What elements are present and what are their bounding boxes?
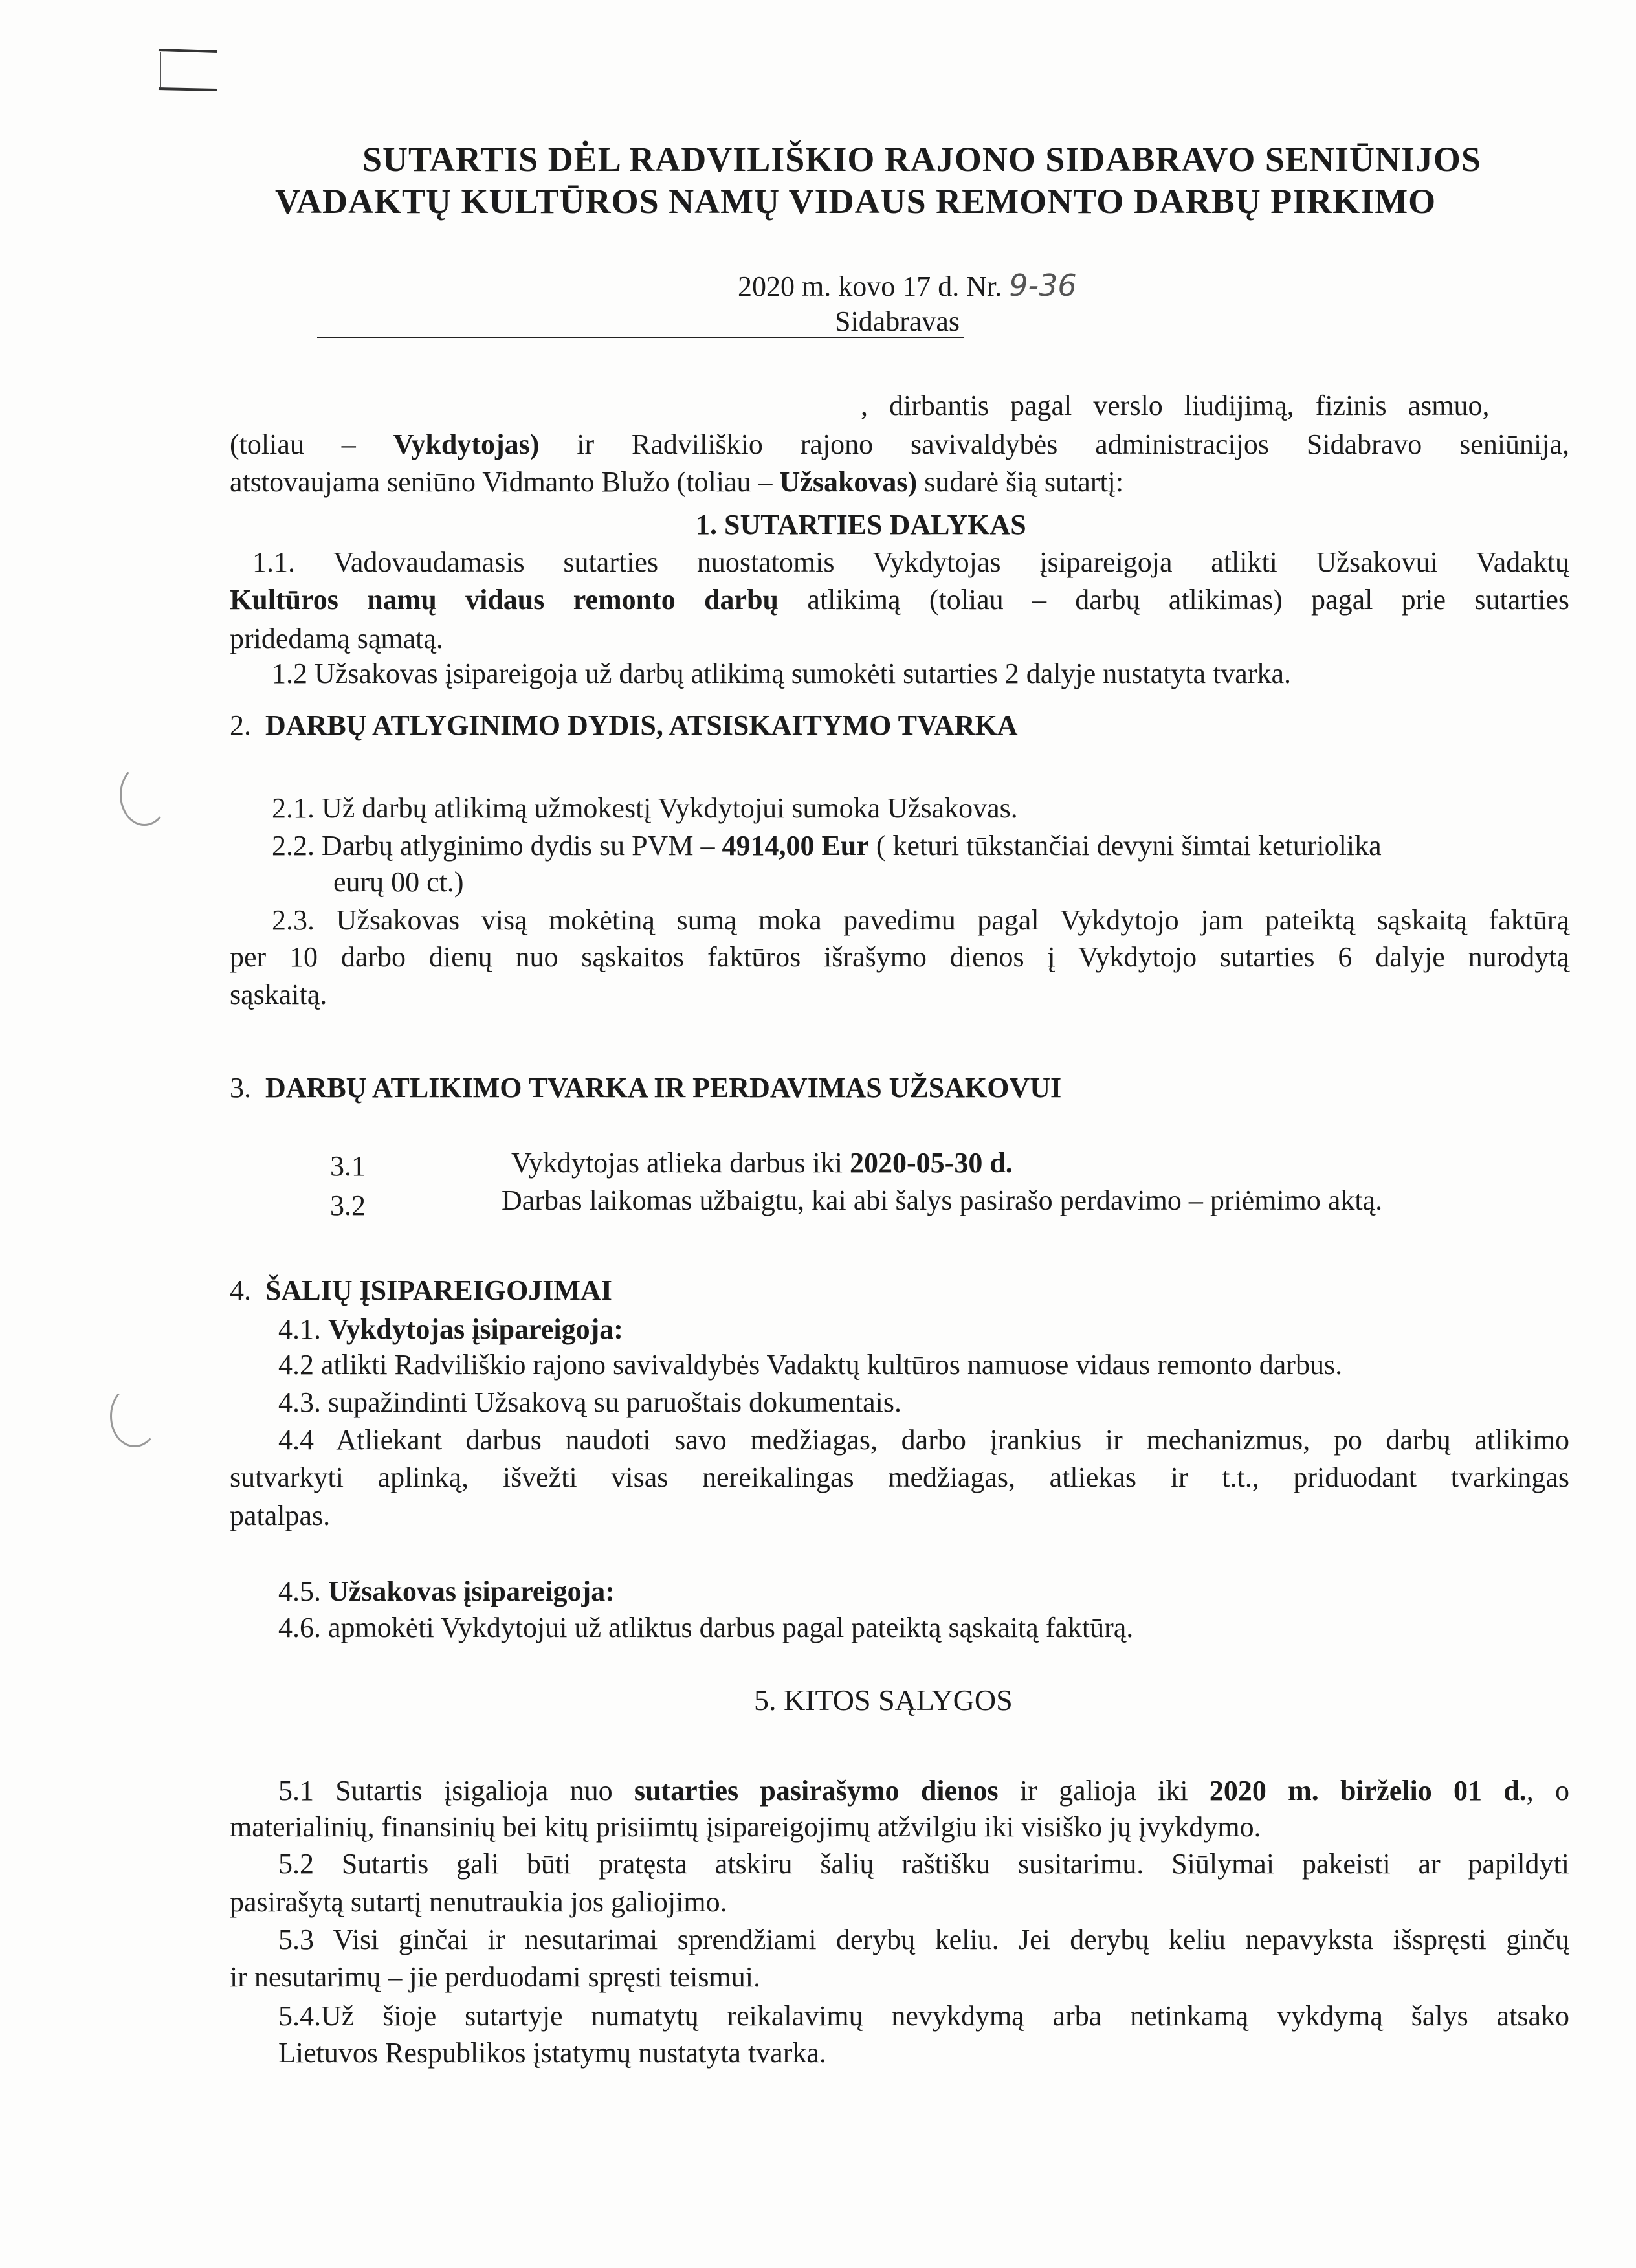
title-line-1: SUTARTIS DĖL RADVILIŠKIO RAJONO SIDABRAVO SENIŪNIJOS [362, 140, 1481, 179]
handwritten-number: 9-36 [1009, 268, 1077, 303]
section-1-heading: 1. SUTARTIES DALYKAS [696, 509, 1026, 540]
p1-1-line-2 [230, 583, 1569, 617]
section-5-heading: 5. KITOS SĄLYGOS [754, 1684, 1013, 1717]
p4-4-line-2: sutvarkyti aplinką, išvežti visas nereikalingas medžiagas, atliekas ir t.t., priduodant tvarkingas [230, 1462, 1569, 1493]
p2-2-line-1 [272, 828, 1382, 863]
p3-2: Darbas laikomas užbaigtu, kai abi šalys pasirašo perdavimo – priėmimo aktą. [502, 1184, 1383, 1216]
date-number [738, 268, 1077, 304]
p5-1-c: ir galioja iki [1019, 1775, 1188, 1807]
p4-1 [278, 1312, 623, 1347]
staple-mark [155, 36, 220, 100]
p4-6: 4.6. apmokėti Vykdytojui už atliktus darbus pagal pateiktą sąskaitą faktūrą. [278, 1612, 1134, 1643]
p5-1-b: sutarties pasirašymo dienos [634, 1775, 999, 1807]
p2-3-line-1: 2.3. Užsakovas visą mokėtiną sumą moka pavedimu pagal Vykdytojo jam pateiktą sąskaitą faktūrą [272, 904, 1569, 936]
p4-4-line-3: patalpas. [230, 1500, 331, 1531]
intro-toliau: (toliau – [230, 428, 356, 460]
p2-2-amount: 4914,00 Eur [722, 830, 869, 862]
intro-line-3-c: sudarė šią sutartį: [924, 466, 1124, 498]
p2-3-line-3: sąskaitą. [230, 979, 327, 1010]
section-4-title: ŠALIŲ ĮSIPAREIGOJIMAI [265, 1274, 612, 1306]
p5-1-e: , o [1526, 1775, 1570, 1807]
p5-2-line-2: pasirašytą sutartį nenutraukia jos galiojimo. [230, 1886, 727, 1918]
p5-3-line-2: ir nesutarimų – jie perduodami spręsti teismui. [230, 1961, 760, 1993]
p5-2-line-1: 5.2 Sutartis gali būti pratęsta atskiru šalių raštišku susitarimu. Siūlymai pakeisti ar papildyti [278, 1848, 1569, 1880]
title-line-2: VADAKTŲ KULTŪROS NAMŲ VIDAUS REMONTO DARBŲ PIRKIMO [275, 182, 1437, 221]
p4-1-text: Vykdytojas įsipareigoja: [328, 1313, 623, 1345]
p3-1-date: 2020-05-30 d. [850, 1147, 1013, 1179]
p2-2-line-2: eurų 00 ct.) [333, 866, 464, 898]
intro-line-2 [230, 427, 1569, 462]
p5-1-line-1 [278, 1773, 1569, 1808]
p2-2-a: 2.2. Darbų atlyginimo dydis su PVM – [272, 830, 715, 862]
section-4-heading [230, 1274, 612, 1307]
p5-1-a: 5.1 Sutartis įsigalioja nuo [278, 1775, 613, 1807]
p2-2-b: ( keturi tūkstančiai devyni šimtai keturiolika [876, 830, 1382, 862]
p5-4-line-1: 5.4.Už šioje sutartyje numatytų reikalavimų nevykdymą arba netinkamą vykdymą šalys atsako [278, 2000, 1569, 2032]
vykdytojas-label: Vykdytojas) [393, 428, 540, 460]
p4-1-num: 4.1. [278, 1313, 321, 1345]
p1-2: 1.2 Užsakovas įsipareigoja už darbų atlikimą sumokėti sutarties 2 dalyje nustatyta tvarka. [272, 658, 1292, 689]
place-underline [317, 337, 964, 338]
p4-4-line-1: 4.4 Atliekant darbus naudoti savo medžiagas, darbo įrankius ir mechanizmus, po darbų atlikimo [278, 1424, 1569, 1456]
section-2-number: 2. [230, 709, 251, 741]
section-2-title: DARBŲ ATLYGINIMO DYDIS, ATSISKAITYMO TVARKA [265, 709, 1018, 741]
intro-line-2-rest: ir Radviliškio rajono savivaldybės administracijos Sidabravo seniūnija, [577, 428, 1570, 460]
date-number-text: 2020 m. kovo 17 d. Nr. [738, 271, 1002, 302]
intro-line-3-a: atstovaujama seniūno Vidmanto Blužo (toliau – [230, 466, 773, 498]
punch-hole-1 [120, 764, 169, 826]
place: Sidabravas [835, 306, 960, 337]
p4-5-text: Užsakovas įsipareigoja: [328, 1575, 615, 1607]
intro-line-3 [230, 465, 1123, 500]
section-2-heading [230, 709, 1018, 742]
p3-1 [511, 1146, 1013, 1181]
p4-2: 4.2 atlikti Radviliškio rajono savivaldybės Vadaktų kultūros namuose vidaus remonto darbus. [278, 1349, 1343, 1381]
p5-4-line-2: Lietuvos Respublikos įstatymų nustatyta tvarka. [278, 2037, 826, 2069]
punch-hole-2 [110, 1385, 159, 1447]
p1-1-line-3: pridedamą sąmatą. [230, 623, 443, 654]
section-3-title: DARBŲ ATLIKIMO TVARKA IR PERDAVIMAS UŽSAKOVUI [265, 1072, 1062, 1104]
p5-1-d: 2020 m. birželio 01 d. [1209, 1775, 1527, 1807]
p1-1-rest: atlikimą (toliau – darbų atlikimas) pagal prie sutarties [807, 584, 1570, 616]
intro-line-1: , dirbantis pagal verslo liudijimą, fizinis asmuo, [861, 390, 1490, 421]
p2-3-line-2: per 10 darbo dienų nuo sąskaitos faktūros išrašymo dienos į Vykdytojo sutarties 6 dalyje nurodytą [230, 941, 1569, 973]
p4-5 [278, 1574, 615, 1609]
p5-3-line-1: 5.3 Visi ginčai ir nesutarimai sprendžiami derybų keliu. Jei derybų keliu nepavyksta išspręsti ginčų [278, 1924, 1569, 1955]
p4-3: 4.3. supažindinti Užsakovą su paruoštais dokumentais. [278, 1386, 901, 1418]
section-3-heading [230, 1071, 1061, 1104]
p1-1-line-1: 1.1. Vadovaudamasis sutarties nuostatomis Vykdytojas įsipareigoja atlikti Užsakovui Vadaktų [252, 546, 1569, 578]
p5-1-line-2: materialinių, finansinių bei kitų prisiimtų įsipareigojimų atžvilgiu iki visiško jų įvykdymo. [230, 1811, 1261, 1843]
p3-1-num: 3.1 [330, 1150, 366, 1182]
p2-1: 2.1. Už darbų atlikimą užmokestį Vykdytojui sumoka Užsakovas. [272, 792, 1018, 824]
p1-1-bold: Kultūros namų vidaus remonto darbų [230, 584, 779, 616]
uzsakovas-label: Užsakovas) [779, 466, 918, 498]
p3-2-num: 3.2 [330, 1190, 366, 1221]
section-3-number: 3. [230, 1072, 251, 1104]
section-4-number: 4. [230, 1274, 251, 1306]
p4-5-num: 4.5. [278, 1575, 321, 1607]
p3-1-text: Vykdytojas atlieka darbus iki [511, 1147, 843, 1179]
